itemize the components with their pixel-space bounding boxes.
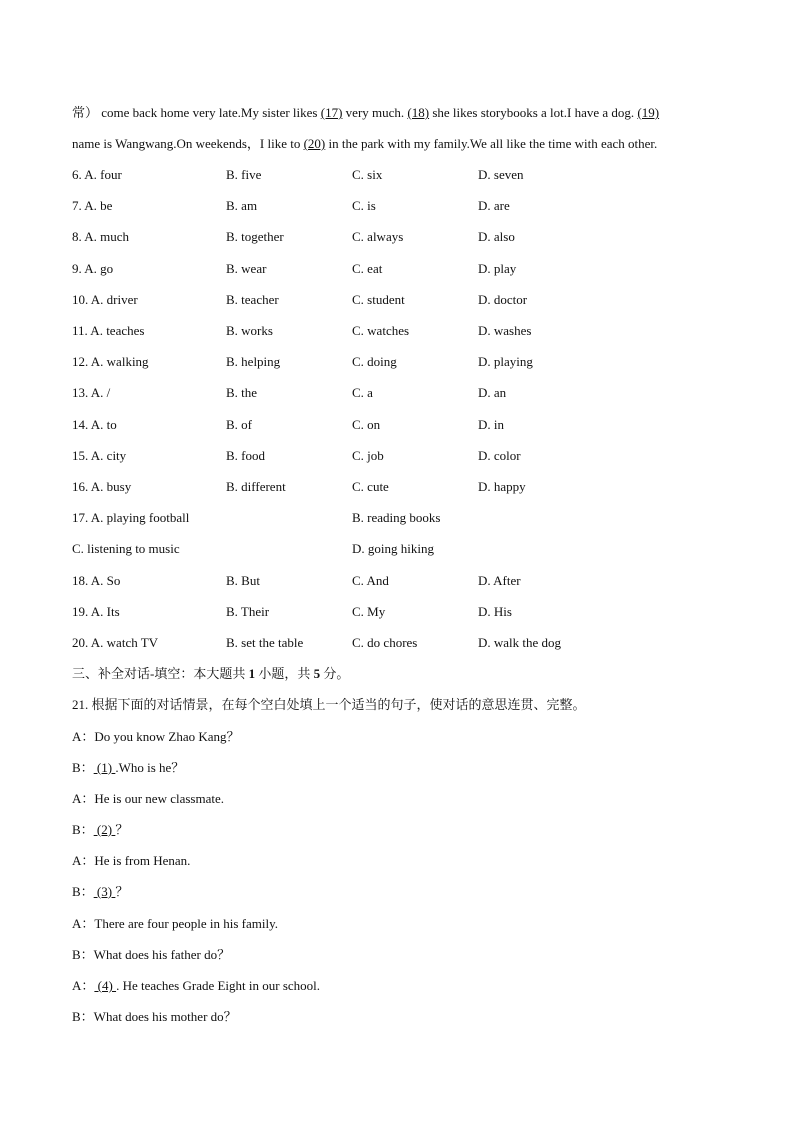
option-d: D. doctor bbox=[478, 292, 528, 307]
option-a: 6. A. four bbox=[72, 167, 122, 182]
section-heading-text: 分。 bbox=[320, 666, 350, 681]
section-heading-text: 三、补全对话-填空：本大题共 bbox=[72, 666, 249, 681]
question-count: 1 bbox=[248, 666, 256, 681]
answer-blank-3: (3) bbox=[93, 884, 116, 899]
answer-blank-2: (2) bbox=[93, 822, 116, 837]
passage-text: very much. bbox=[342, 105, 408, 120]
option-d: D. an bbox=[478, 385, 507, 400]
option-a: 15. A. city bbox=[72, 448, 127, 463]
option-c: C. listening to music bbox=[72, 541, 180, 556]
dialogue-line: B：What does his father do？ bbox=[72, 947, 231, 962]
option-a: 20. A. watch TV bbox=[72, 635, 159, 650]
option-a: 10. A. driver bbox=[72, 292, 138, 307]
option-d: D. are bbox=[478, 198, 510, 213]
option-c: C. is bbox=[352, 198, 376, 213]
option-a: 9. A. go bbox=[72, 261, 114, 276]
section-heading bbox=[72, 666, 349, 682]
option-d: D. playing bbox=[478, 354, 533, 369]
option-c: C. a bbox=[352, 385, 373, 400]
passage-text: 常） come back home very late.My sister likes bbox=[72, 105, 321, 120]
option-a: 8. A. much bbox=[72, 229, 130, 244]
option-d: D. seven bbox=[478, 167, 524, 182]
speaker-label: A： bbox=[72, 978, 95, 993]
dialogue-line bbox=[72, 822, 128, 838]
option-b: B. teacher bbox=[226, 292, 279, 307]
option-a: 18. A. So bbox=[72, 573, 121, 588]
option-c: C. on bbox=[352, 417, 381, 432]
option-b: B. works bbox=[226, 323, 273, 338]
blank-19: (19) bbox=[637, 105, 660, 120]
option-b: B. of bbox=[226, 417, 252, 432]
option-c: C. doing bbox=[352, 354, 397, 369]
dialogue-text: ？ bbox=[115, 822, 129, 837]
option-d: D. happy bbox=[478, 479, 526, 494]
score-value: 5 bbox=[313, 666, 321, 681]
option-b: B. wear bbox=[226, 261, 267, 276]
dialogue-line: A：Do you know Zhao Kang？ bbox=[72, 729, 240, 744]
passage-text: name is Wangwang.On weekends，I like to bbox=[72, 136, 304, 151]
dialogue-line bbox=[72, 760, 184, 776]
passage-text: she likes storybooks a lot.I have a dog. bbox=[429, 105, 638, 120]
option-d: D. washes bbox=[478, 323, 532, 338]
option-b: B. am bbox=[226, 198, 258, 213]
option-d: D. play bbox=[478, 261, 517, 276]
option-c: C. My bbox=[352, 604, 386, 619]
option-c: C. do chores bbox=[352, 635, 418, 650]
option-a: 13. A. / bbox=[72, 385, 111, 400]
option-a: 17. A. playing football bbox=[72, 510, 190, 525]
option-b: B. But bbox=[226, 573, 260, 588]
option-b: B. Their bbox=[226, 604, 270, 619]
passage-text: in the park with my family.We all like the time with each other. bbox=[325, 136, 658, 151]
option-b: B. helping bbox=[226, 354, 281, 369]
option-c: C. watches bbox=[352, 323, 410, 338]
option-d: D. in bbox=[478, 417, 504, 432]
option-d: D. color bbox=[478, 448, 521, 463]
speaker-label: B： bbox=[72, 884, 94, 899]
option-c: C. always bbox=[352, 229, 404, 244]
option-c: C. six bbox=[352, 167, 383, 182]
option-a: 16. A. busy bbox=[72, 479, 132, 494]
option-d: D. After bbox=[478, 573, 521, 588]
dialogue-text: .Who is he？ bbox=[115, 760, 185, 775]
dialogue-text: ？ bbox=[115, 884, 129, 899]
option-c: C. eat bbox=[352, 261, 383, 276]
dialogue-line bbox=[72, 978, 320, 994]
blank-20: (20) bbox=[303, 136, 326, 151]
option-a: 19. A. Its bbox=[72, 604, 120, 619]
option-b: B. set the table bbox=[226, 635, 304, 650]
option-a: 7. A. be bbox=[72, 198, 113, 213]
blank-18: (18) bbox=[407, 105, 430, 120]
blank-17: (17) bbox=[320, 105, 343, 120]
option-a: 12. A. walking bbox=[72, 354, 149, 369]
option-d: D. going hiking bbox=[352, 541, 434, 556]
section-heading-text: 小题，共 bbox=[255, 666, 314, 681]
option-c: C. student bbox=[352, 292, 405, 307]
option-c: C. job bbox=[352, 448, 384, 463]
dialogue-line: A：There are four people in his family. bbox=[72, 916, 279, 931]
option-b: B. reading books bbox=[352, 510, 441, 525]
option-c: C. And bbox=[352, 573, 389, 588]
speaker-label: B： bbox=[72, 822, 94, 837]
dialogue-line: A：He is from Henan. bbox=[72, 853, 191, 868]
option-d: D. walk the dog bbox=[478, 635, 562, 650]
option-b: B. different bbox=[226, 479, 286, 494]
option-b: B. food bbox=[226, 448, 265, 463]
option-d: D. His bbox=[478, 604, 512, 619]
option-c: C. cute bbox=[352, 479, 389, 494]
option-a: 14. A. to bbox=[72, 417, 117, 432]
passage-line-2 bbox=[72, 136, 657, 152]
answer-blank-1: (1) bbox=[93, 760, 116, 775]
dialogue-text: . He teaches Grade Eight in our school. bbox=[116, 978, 321, 993]
q21-instruction: 21. 根据下面的对话情景，在每个空白处填上一个适当的句子，使对话的意思连贯、完整。 bbox=[72, 697, 586, 712]
option-b: B. five bbox=[226, 167, 262, 182]
option-b: B. the bbox=[226, 385, 258, 400]
dialogue-line bbox=[72, 884, 128, 900]
answer-blank-4: (4) bbox=[94, 978, 117, 993]
passage-line-1 bbox=[72, 105, 659, 121]
option-a: 11. A. teaches bbox=[72, 323, 145, 338]
dialogue-line: A：He is our new classmate. bbox=[72, 791, 224, 806]
option-d: D. also bbox=[478, 229, 515, 244]
dialogue-line: B：What does his mother do？ bbox=[72, 1009, 237, 1024]
option-b: B. together bbox=[226, 229, 284, 244]
speaker-label: B： bbox=[72, 760, 94, 775]
